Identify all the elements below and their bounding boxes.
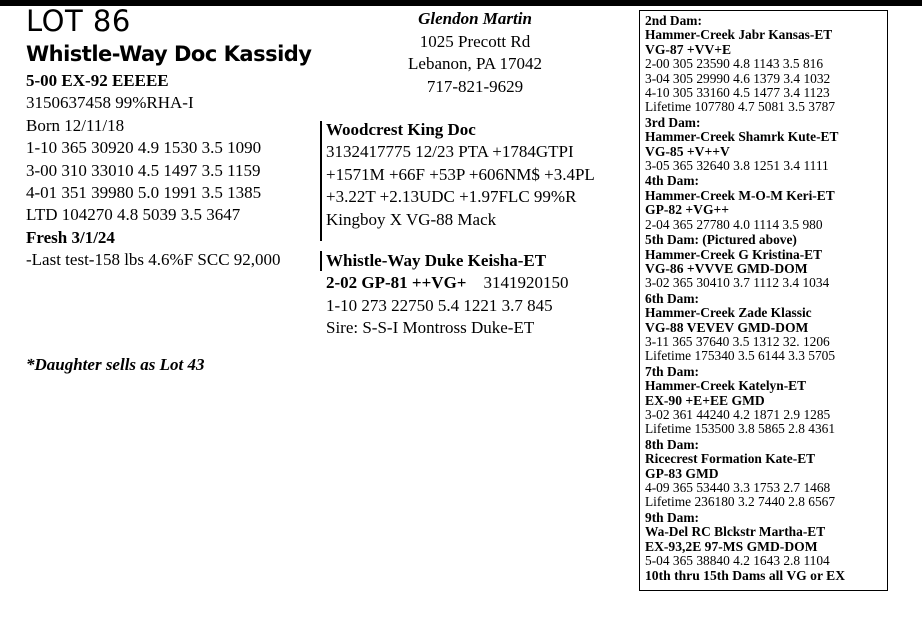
dam-record: 2-04 365 27780 4.0 1114 3.5 980 xyxy=(645,216,823,232)
daughter-note: *Daughter sells as Lot 43 xyxy=(26,355,205,374)
dam-line: 1-10 273 22750 5.4 1221 3.7 845 xyxy=(326,295,553,315)
dam-record: 3-02 361 44240 4.2 1871 2.9 1285 xyxy=(645,406,831,422)
dam-entry-name: Wa-Del RC Blckstr Martha-ET xyxy=(645,524,826,540)
dam-record: 2-00 305 23590 4.8 1143 3.5 816 xyxy=(645,56,824,72)
maternal-line-box xyxy=(639,10,888,591)
dam-record: 3-05 365 32640 3.8 1251 3.4 1111 xyxy=(645,158,829,174)
dam-entry-name: Ricecrest Formation Kate-ET xyxy=(645,451,816,467)
dam-record: Lifetime 175340 3.5 6144 3.3 5705 xyxy=(645,348,836,364)
cow-detail-line: Born 12/11/18 xyxy=(26,115,125,135)
dam-heading: 4th Dam: xyxy=(645,173,699,189)
dam-heading: 5th Dam: (Pictured above) xyxy=(645,232,797,248)
dam-class: 2-02 GP-81 ++VG+ xyxy=(326,273,467,293)
sire-divider xyxy=(320,121,322,241)
dam-line: Sire: S-S-I Montross Duke-ET xyxy=(326,318,535,338)
cow-detail-line: LTD 104270 4.8 5039 3.5 3647 xyxy=(26,205,241,225)
dam-entry-name: Hammer-Creek Zade Klassic xyxy=(645,305,812,321)
dam-record: 3-04 305 29990 4.6 1379 3.4 1032 xyxy=(645,70,831,86)
dam-record: 5-04 365 38840 4.2 1643 2.8 1104 xyxy=(645,553,830,569)
owner-block xyxy=(390,8,560,98)
sire-line: 3132417775 12/23 PTA +1784GTPI xyxy=(326,142,574,162)
dam-heading: 6th Dam: xyxy=(645,290,699,306)
dam-block xyxy=(326,250,569,340)
cow-detail-line: 5-00 EX-92 EEEEE xyxy=(26,71,169,90)
cow-detail-line: 4-01 351 39980 5.0 1991 3.5 1385 xyxy=(26,183,262,203)
cow-detail-line: Fresh 3/1/24 xyxy=(26,227,115,247)
dam-heading: 7th Dam: xyxy=(645,363,699,379)
dam-entry-class: EX-93,2E 97-MS GMD-DOM xyxy=(645,538,818,554)
dam-entry-class: VG-88 VEVEV GMD-DOM xyxy=(645,319,809,335)
dams-footer: 10th thru 15th Dams all VG or EX xyxy=(645,568,846,584)
dam-entry xyxy=(645,116,887,174)
cow-detail-line: 3-00 310 33010 4.5 1497 3.5 1159 xyxy=(26,160,261,180)
sire-block xyxy=(326,119,595,231)
dam-entry-name: Hammer-Creek Jabr Kansas-ET xyxy=(645,27,833,43)
dam-entry-class: GP-82 +VG++ xyxy=(645,202,730,218)
dam-record: Lifetime 107780 4.7 5081 3.5 3787 xyxy=(645,99,836,115)
dam-heading: 9th Dam: xyxy=(645,509,699,525)
dam-reg: 3141920150 xyxy=(483,273,569,293)
dam-entry-class: GP-83 GMD xyxy=(645,465,719,481)
dam-entry-class: EX-90 +E+EE GMD xyxy=(645,392,765,408)
dam-record: Lifetime 236180 3.2 7440 2.8 6567 xyxy=(645,494,836,510)
dam-class-line xyxy=(326,272,569,294)
cow-detail-line: 3150637458 99%RHA-I xyxy=(26,93,194,113)
cow-detail-line: -Last test-158 lbs 4.6%F SCC 92,000 xyxy=(26,250,281,270)
dam-divider xyxy=(320,251,322,271)
dam-entry xyxy=(645,438,887,510)
dam-entry-class: VG-85 +V++V xyxy=(645,143,730,159)
dam-record: 3-11 365 37640 3.5 1312 32. 1206 xyxy=(645,333,830,349)
owner-phone: 717-821-9629 xyxy=(426,76,524,96)
dam-entry-name: Hammer-Creek G Kristina-ET xyxy=(645,246,823,262)
dam-record: 3-02 365 30410 3.7 1112 3.4 1034 xyxy=(645,275,830,291)
cow-name: Whistle-Way Doc Kassidy xyxy=(26,42,312,66)
cow-details xyxy=(26,70,281,272)
dam-entry xyxy=(645,14,887,115)
dam-entry xyxy=(645,292,887,364)
top-rule xyxy=(0,0,922,6)
dam-record: 4-09 365 53440 3.3 1753 2.7 1468 xyxy=(645,480,831,495)
dam-name: Whistle-Way Duke Keisha-ET xyxy=(326,251,547,270)
dam-entry xyxy=(645,233,887,291)
dam-heading: 8th Dam: xyxy=(645,436,699,452)
owner-address: 1025 Precott Rd xyxy=(419,31,531,51)
dam-entry-class: VG-86 +VVVE GMD-DOM xyxy=(645,260,808,276)
sire-line: +1571M +66F +53P +606NM$ +3.4PL xyxy=(326,164,595,184)
dams-list xyxy=(645,14,887,568)
dam-entry-class: VG-87 +VV+E xyxy=(645,41,732,57)
dam-entry xyxy=(645,174,887,232)
dam-record: Lifetime 153500 3.8 5865 2.8 4361 xyxy=(645,421,836,437)
sire-line: Kingboy X VG-88 Mack xyxy=(326,209,497,229)
dam-entry-name: Hammer-Creek Shamrk Kute-ET xyxy=(645,129,839,145)
dam-heading: 2nd Dam: xyxy=(645,13,702,28)
sire-line: +3.22T +2.13UDC +1.97FLC 99%R xyxy=(326,187,577,207)
owner-city: Lebanon, PA 17042 xyxy=(408,54,542,73)
owner-name: Glendon Martin xyxy=(418,9,532,28)
dam-entry-name: Hammer-Creek Katelyn-ET xyxy=(645,378,807,394)
lot-title: LOT 86 xyxy=(26,4,131,38)
cow-detail-line: 1-10 365 30920 4.9 1530 3.5 1090 xyxy=(26,138,262,158)
dam-record: 4-10 305 33160 4.5 1477 3.4 1123 xyxy=(645,85,830,101)
dam-entry xyxy=(645,365,887,437)
sire-name: Woodcrest King Doc xyxy=(326,120,476,139)
dam-heading: 3rd Dam: xyxy=(645,114,701,130)
dam-entry xyxy=(645,511,887,569)
dam-entry-name: Hammer-Creek M-O-M Keri-ET xyxy=(645,187,835,203)
